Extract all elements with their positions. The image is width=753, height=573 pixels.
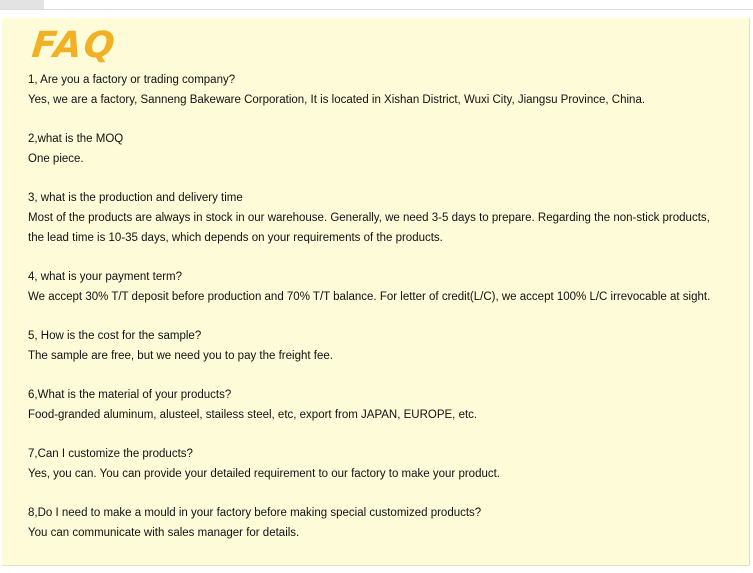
faq-question: 8,Do I need to make a mould in your factory before making special customized products? — [28, 507, 482, 519]
faq-panel — [2, 18, 750, 566]
faq-question: 2,what is the MOQ — [28, 133, 124, 145]
faq-question: 7,Can I customize the products? — [28, 448, 193, 460]
faq-question: 5, How is the cost for the sample? — [28, 330, 202, 342]
faq-answer: We accept 30% T/T deposit before production and 70% T/T balance. For letter of credit(L/C), we accept 100% L/C irrevocable at sight. — [28, 291, 711, 303]
top-tab — [0, 0, 44, 9]
faq-answer: You can communicate with sales manager for details. — [28, 527, 300, 539]
faq-answer: Food-granded aluminum, alusteel, stailess steel, etc, export from JAPAN, EUROPE, etc. — [28, 409, 478, 421]
faq-item-4 — [28, 267, 710, 307]
faq-item-1 — [28, 70, 645, 110]
faq-item-8 — [28, 503, 481, 543]
faq-answer: Yes, we are a factory, Sanneng Bakeware Corporation, It is located in Xishan District, Wuxi City, Jiangsu Province, China. — [28, 94, 646, 106]
faq-question: 1, Are you a factory or trading company? — [28, 74, 236, 86]
faq-answer: the lead time is 10-35 days, which depends on your requirements of the products. — [28, 232, 443, 244]
faq-question: 3, what is the production and delivery time — [28, 192, 243, 204]
faq-item-5 — [28, 326, 333, 366]
faq-item-7 — [28, 444, 500, 484]
faq-title: FAQ — [29, 25, 119, 66]
faq-answer: The sample are free, but we need you to pay the freight fee. — [28, 350, 333, 362]
faq-item-6 — [28, 385, 477, 425]
faq-item-2 — [28, 129, 123, 169]
faq-answer: Yes, you can. You can provide your detailed requirement to our factory to make your product. — [28, 468, 500, 480]
top-bar — [0, 0, 753, 10]
faq-question: 6,What is the material of your products? — [28, 389, 232, 401]
faq-item-3 — [28, 188, 710, 248]
faq-answer: Most of the products are always in stock in our warehouse. Generally, we need 3-5 days to prepare. Regarding the non-stick products, — [28, 212, 710, 224]
faq-answer: One piece. — [28, 153, 84, 165]
faq-question: 4, what is your payment term? — [28, 271, 183, 283]
